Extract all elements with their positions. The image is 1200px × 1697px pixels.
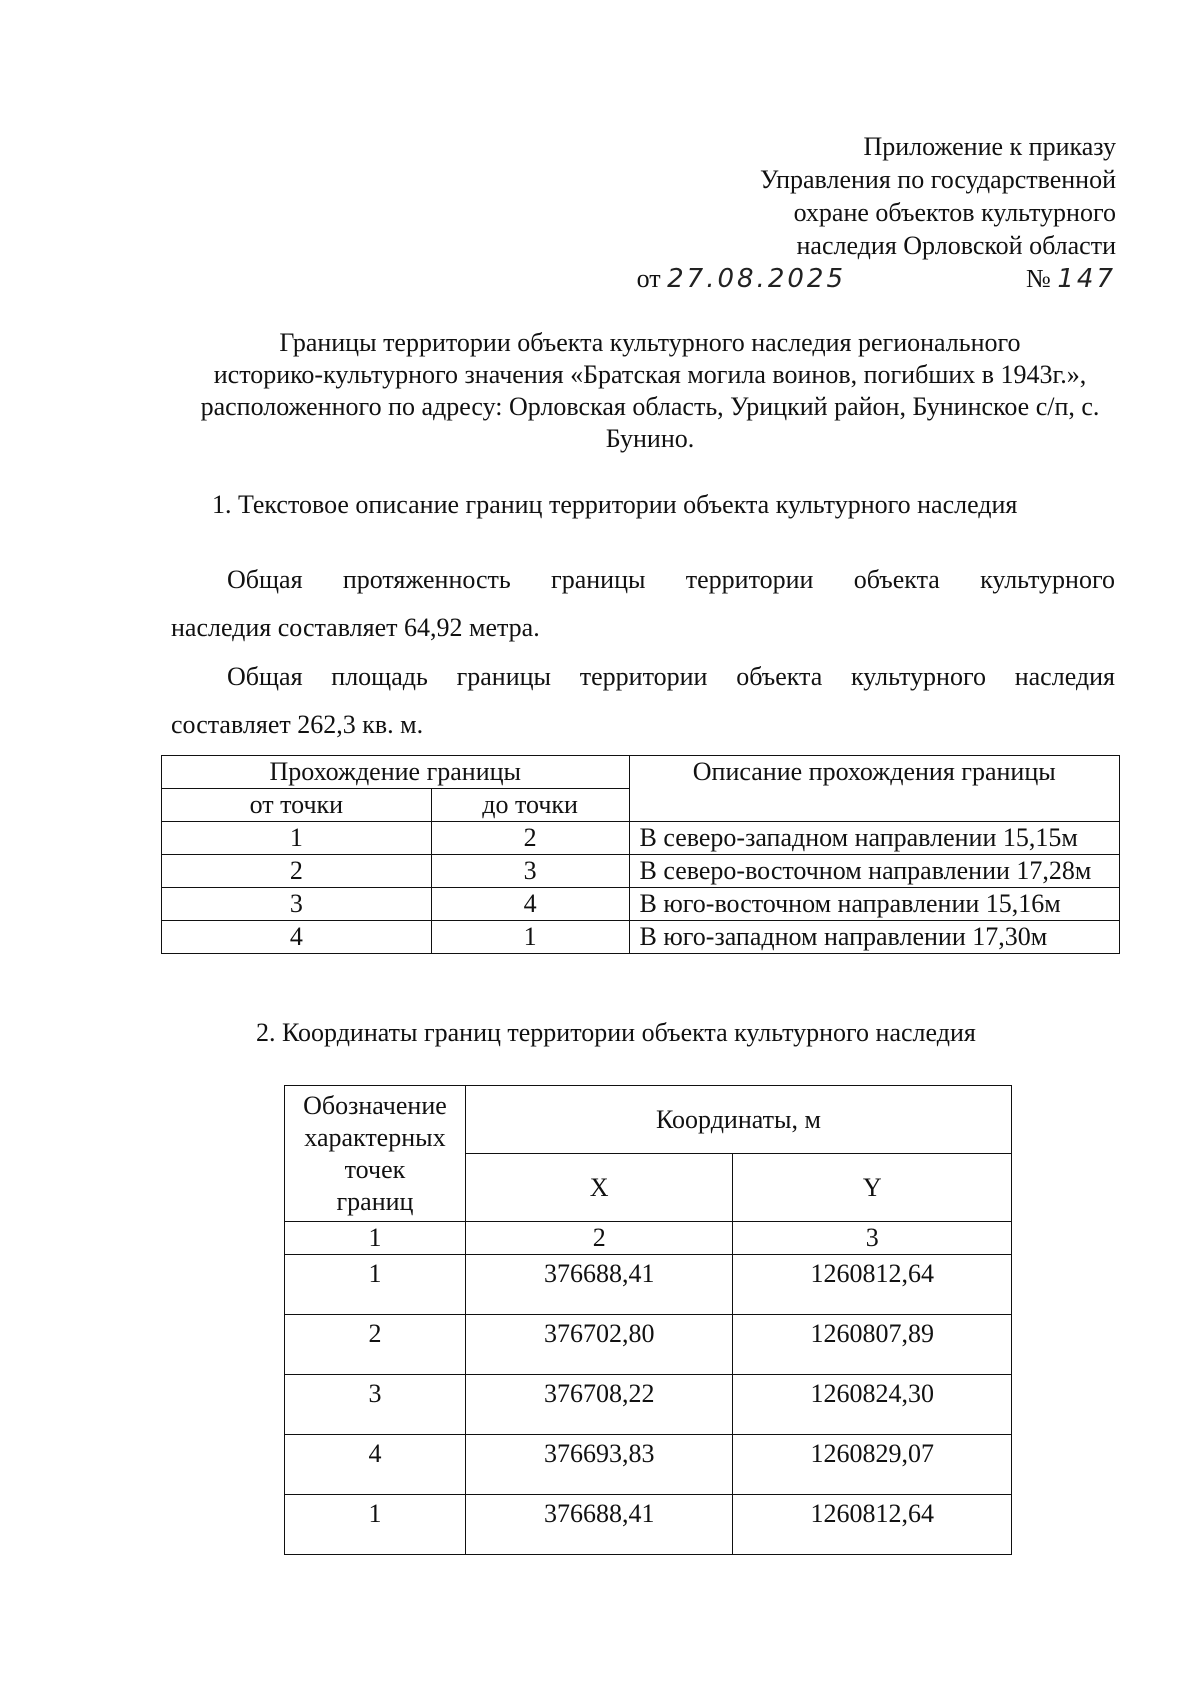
point-cell: 3: [285, 1375, 466, 1435]
x-cell: 376688,41: [465, 1255, 733, 1315]
appendix-line: Управления по государственной: [759, 165, 1116, 194]
y-cell: 1260807,89: [733, 1315, 1012, 1375]
table-row: [285, 1435, 1012, 1495]
x-cell: 376702,80: [465, 1315, 733, 1375]
point-cell: 2: [285, 1315, 466, 1375]
description-cell: В северо-восточном направлении 17,28м: [629, 855, 1119, 888]
description-cell: В юго-восточном направлении 15,16м: [629, 888, 1119, 921]
point-header-cell: Обозначение характерных точек границ: [285, 1086, 466, 1222]
x-cell: 376693,83: [465, 1435, 733, 1495]
document-title: [170, 327, 1130, 455]
table-row: [285, 1375, 1012, 1435]
from-cell: 1: [162, 822, 432, 855]
to-cell: 4: [431, 888, 629, 921]
column-number-cell: 1: [285, 1222, 466, 1255]
table-row: [162, 888, 1120, 921]
table-header-row: [162, 756, 1120, 789]
order-line: [636, 262, 1116, 298]
from-cell: 2: [162, 855, 432, 888]
x-cell: 376688,41: [465, 1495, 733, 1555]
y-header-cell: Y: [733, 1154, 1012, 1222]
from-cell: 4: [162, 921, 432, 954]
coordinates-table: [284, 1085, 1012, 1555]
appendix-line: наследия Орловской области: [796, 231, 1116, 260]
column-number-row: [285, 1222, 1012, 1255]
coordinates-header-cell: Координаты, м: [465, 1086, 1011, 1154]
section-1-heading: 1. Текстовое описание границ территории объекта культурного наследия: [212, 490, 1018, 519]
title-line: Бунино.: [605, 424, 695, 453]
boundary-length-paragraph: Общая протяженность границы территории объекта культурного наследия составляет 64,92 метра.: [171, 565, 1115, 642]
point-cell: 4: [285, 1435, 466, 1495]
table-row: [162, 855, 1120, 888]
description-cell: В юго-западном направлении 17,30м: [629, 921, 1119, 954]
table-row: [285, 1495, 1012, 1555]
to-cell: 3: [431, 855, 629, 888]
to-cell: 1: [431, 921, 629, 954]
group-header-cell: Прохождение границы: [162, 756, 630, 789]
order-date: 27.08.2025: [667, 264, 846, 294]
description-cell: В северо-западном направлении 15,15м: [629, 822, 1119, 855]
table-header-row: [285, 1086, 1012, 1154]
from-header-cell: от точки: [162, 789, 432, 822]
section-2-heading: 2. Координаты границ территории объекта культурного наследия: [256, 1018, 976, 1047]
column-number-cell: 3: [733, 1222, 1012, 1255]
title-line: историко-культурного значения «Братская могила воинов, погибших в 1943г.»,: [213, 360, 1087, 389]
title-line: расположенного по адресу: Орловская область, Урицкий район, Бунинское с/п, с.: [200, 392, 1100, 421]
table-row: [162, 822, 1120, 855]
order-number-label: №: [1026, 264, 1051, 293]
point-cell: 1: [285, 1495, 466, 1555]
to-cell: 2: [431, 822, 629, 855]
column-number-cell: 2: [465, 1222, 733, 1255]
table-row: [285, 1255, 1012, 1315]
y-cell: 1260829,07: [733, 1435, 1012, 1495]
title-line: Границы территории объекта культурного наследия регионального: [279, 328, 1021, 357]
table-row: [285, 1315, 1012, 1375]
point-cell: 1: [285, 1255, 466, 1315]
boundary-area-paragraph: Общая площадь границы территории объекта культурного наследия составляет 262,3 кв. м.: [171, 662, 1115, 739]
appendix-line: охране объектов культурного: [793, 198, 1116, 227]
order-from-label: от: [636, 264, 661, 293]
y-cell: 1260824,30: [733, 1375, 1012, 1435]
table-row: [162, 921, 1120, 954]
order-number-field: [1026, 262, 1116, 296]
order-number: 147: [1057, 264, 1116, 294]
from-cell: 3: [162, 888, 432, 921]
description-header-cell: Описание прохождения границы: [629, 756, 1119, 822]
y-cell: 1260812,64: [733, 1255, 1012, 1315]
x-header-cell: X: [465, 1154, 733, 1222]
x-cell: 376708,22: [465, 1375, 733, 1435]
y-cell: 1260812,64: [733, 1495, 1012, 1555]
appendix-line: Приложение к приказу: [863, 132, 1116, 161]
appendix-header: [636, 130, 1116, 298]
order-date-field: [637, 262, 846, 296]
to-header-cell: до точки: [431, 789, 629, 822]
boundary-description-table: [161, 755, 1120, 954]
